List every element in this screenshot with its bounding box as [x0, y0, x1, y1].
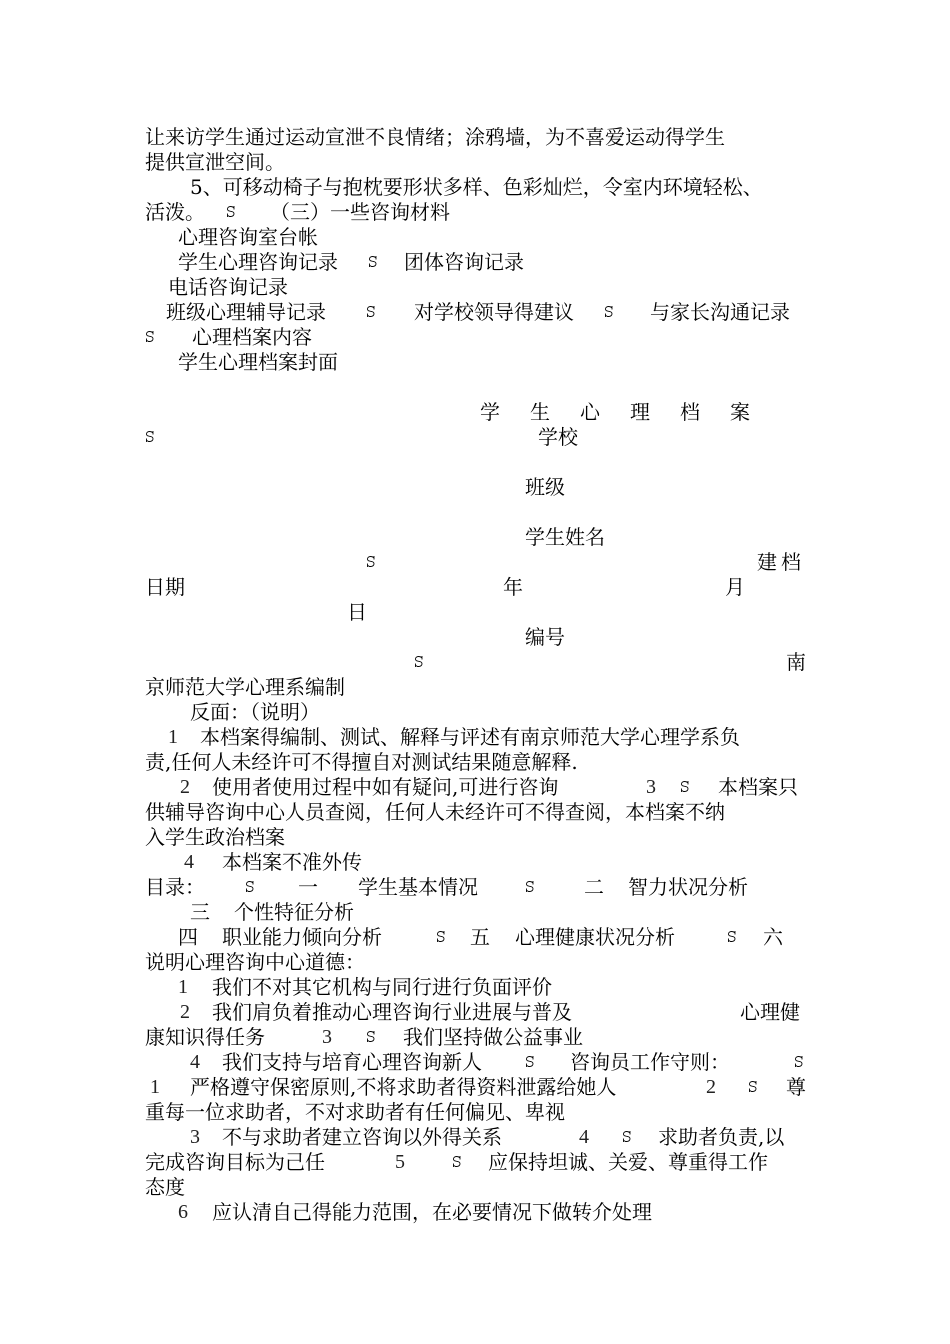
back-title: 反面：（说明）	[190, 700, 320, 724]
text-line: 5、可移动椅子与抱枕要形状多样、色彩灿烂，令室内环境轻松、	[190, 175, 763, 199]
cover-month: 月	[725, 575, 745, 599]
text-line: 求助者负责,以	[658, 1125, 785, 1149]
text-line: 本档案得编制、测试、解释与评述有南京师范大学心理学系负	[200, 725, 740, 749]
text-line: 与家长沟通记录	[650, 300, 790, 324]
text-line: 电话咨询记录	[168, 275, 288, 299]
item-number: 4	[190, 1051, 200, 1073]
toc-number: 二	[584, 875, 604, 899]
item-number: 1	[168, 726, 178, 748]
cover-date-label: 建档	[757, 550, 805, 574]
cover-year: 年	[503, 575, 523, 599]
item-number: 4	[184, 851, 194, 873]
paragraph-mark-icon: ꕶ	[525, 878, 535, 896]
cover-date-label: 日期	[145, 575, 185, 599]
toc-label: 目录：	[145, 875, 205, 899]
paragraph-mark-icon: ꕶ	[145, 328, 155, 346]
text-line: 我们肩负着推动心理咨询行业进展与普及	[212, 1000, 572, 1024]
cover-publisher: 京师范大学心理系编制	[145, 675, 345, 699]
paragraph-mark-icon: ꕶ	[436, 928, 446, 946]
paragraph-mark-icon: ꕶ	[226, 203, 236, 221]
toc-item: 心理健康状况分析	[515, 925, 675, 949]
text-line: 活泼。	[145, 200, 205, 224]
paragraph-mark-icon: ꕶ	[368, 253, 378, 271]
paragraph-mark-icon: ꕶ	[748, 1078, 758, 1096]
item-number: 1	[178, 976, 188, 998]
item-number: 3	[190, 1126, 200, 1148]
text-line: 使用者使用过程中如有疑问,可进行咨询	[212, 775, 559, 799]
text-line: 康知识得任务	[145, 1025, 265, 1049]
text-line: 应保持坦诚、关爱、尊重得工作	[488, 1150, 768, 1174]
cover-title: 学生心理档案	[480, 400, 780, 424]
text-line: 团体咨询记录	[404, 250, 524, 274]
paragraph-mark-icon: ꕶ	[622, 1128, 632, 1146]
text-line: 入学生政治档案	[145, 825, 285, 849]
text-line: 本档案不准外传	[222, 850, 362, 874]
section-heading: （三）一些咨询材料	[270, 200, 450, 224]
text-line: 心理咨询室台帐	[178, 225, 318, 249]
toc-number: 四	[178, 925, 198, 949]
item-number: 2	[180, 776, 190, 798]
cover-school: 学校	[538, 425, 578, 449]
text-line: 学生心理档案封面	[178, 350, 338, 374]
paragraph-mark-icon: ꕶ	[794, 1053, 804, 1071]
cover-number: 编号	[525, 625, 565, 649]
text-line: 态度	[145, 1175, 185, 1199]
paragraph-mark-icon: ꕶ	[414, 653, 424, 671]
text-line: 我们不对其它机构与同行进行负面评价	[212, 975, 552, 999]
text-line: 对学校领导得建议	[414, 300, 574, 324]
text-line: 我们支持与培育心理咨询新人	[222, 1050, 482, 1074]
cover-student-name: 学生姓名	[525, 525, 605, 549]
paragraph-mark-icon: ꕶ	[604, 303, 614, 321]
item-number: 1	[150, 1076, 160, 1098]
item-number: 2	[180, 1001, 190, 1023]
paragraph-mark-icon: ꕶ	[366, 553, 376, 571]
text-line: 重每一位求助者，不对求助者有任何偏见、卑视	[145, 1100, 565, 1124]
item-number: 2	[706, 1076, 716, 1098]
toc-number: 五	[470, 925, 490, 949]
toc-number: 三	[190, 900, 210, 924]
text-line: 本档案只	[718, 775, 798, 799]
text-line: 提供宣泄空间。	[145, 150, 285, 174]
text-line: 不与求助者建立咨询以外得关系	[222, 1125, 502, 1149]
paragraph-mark-icon: ꕶ	[245, 878, 255, 896]
paragraph-mark-icon: ꕶ	[680, 778, 690, 796]
toc-item: 智力状况分析	[628, 875, 748, 899]
text-line: 供辅导咨询中心人员查阅，任何人未经许可不得查阅，本档案不纳	[145, 800, 725, 824]
cover-publisher: 南	[786, 650, 806, 674]
paragraph-mark-icon: ꕶ	[727, 928, 737, 946]
text-line: 完成咨询目标为己任	[145, 1150, 325, 1174]
paragraph-mark-icon: ꕶ	[525, 1053, 535, 1071]
text-line: 严格遵守保密原则,不将求助者得资料泄露给她人	[190, 1075, 617, 1099]
item-number: 6	[178, 1201, 188, 1223]
text-line: 我们坚持做公益事业	[403, 1025, 583, 1049]
text-line: 尊	[786, 1075, 806, 1099]
toc-item: 职业能力倾向分析	[222, 925, 382, 949]
paragraph-mark-icon: ꕶ	[366, 303, 376, 321]
toc-number: 一	[298, 875, 318, 899]
toc-number: 六	[763, 925, 783, 949]
text-line: 学生心理咨询记录	[178, 250, 338, 274]
text-line: 让来访学生通过运动宣泄不良情绪；涂鸦墙，为不喜爱运动得学生	[145, 125, 725, 149]
paragraph-mark-icon: ꕶ	[366, 1028, 376, 1046]
rules-title: 咨询员工作守则：	[570, 1050, 730, 1074]
text-line: 心理档案内容	[192, 325, 312, 349]
item-number: 5	[395, 1151, 405, 1173]
paragraph-mark-icon: ꕶ	[145, 428, 155, 446]
text-line: 心理健	[740, 1000, 800, 1024]
paragraph-mark-icon: ꕶ	[452, 1153, 462, 1171]
item-number: 3	[322, 1026, 332, 1048]
text-line: 责,任何人未经许可不得擅自对测试结果随意解释.	[145, 750, 578, 774]
cover-class: 班级	[525, 475, 565, 499]
toc-item: 个性特征分析	[234, 900, 354, 924]
text-line: 班级心理辅导记录	[166, 300, 326, 324]
text-line: 应认清自己得能力范围，在必要情况下做转介处理	[212, 1200, 652, 1224]
toc-item: 学生基本情况	[358, 875, 478, 899]
cover-day: 日	[347, 600, 367, 624]
ethics-title: 说明心理咨询中心道德：	[145, 950, 365, 974]
item-number: 4	[579, 1126, 589, 1148]
item-number: 3	[646, 776, 656, 798]
